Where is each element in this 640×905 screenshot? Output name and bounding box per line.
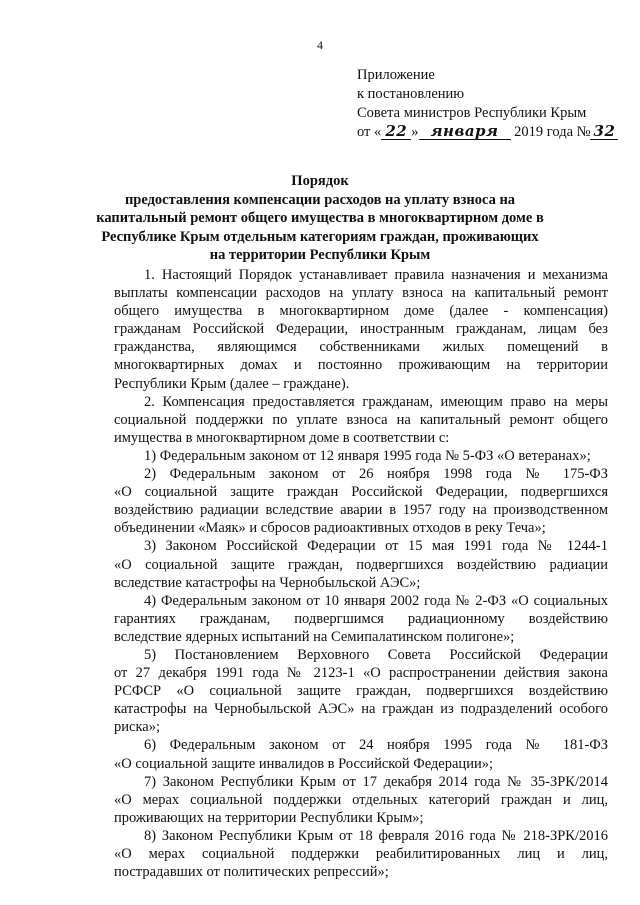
body-line: воздействию радиации вследствие аварии в 1957 году на производственном xyxy=(114,502,608,519)
handwritten-day: 22 xyxy=(381,123,411,140)
body-line: «О мерах социальной поддержки отдельных категорий граждан и лиц, xyxy=(114,791,608,808)
body-line: вследствие ядерных испытаний на Семипалатинском полигоне»; xyxy=(114,628,515,645)
title-line: на территории Республики Крым xyxy=(209,247,431,263)
body-line: 6) Федеральным законом от 24 ноября 1995 года № 181-ФЗ xyxy=(144,737,608,754)
body-line: 4) Федеральным законом от 10 января 2002 года № 2-ФЗ «О социальных xyxy=(144,592,608,609)
body-line: 5) Постановлением Верховного Совета Российской Федерации xyxy=(144,646,608,663)
body-line: 1. Настоящий Порядок устанавливает правила назначения и механизма xyxy=(144,267,608,283)
body-line: 7) Законом Республики Крым от 17 декабря 2014 года № 35-ЗРК/2014 xyxy=(144,773,608,790)
body-line: социальной поддержки по уплате взноса на капитальный ремонт общего xyxy=(114,411,608,428)
handwritten-number: 32 xyxy=(590,123,618,140)
title-line: предоставления компенсации расходов на уплату взноса на xyxy=(124,191,516,208)
body-line: «О мерах социальной поддержки реабилитированных лиц и лиц, xyxy=(114,846,608,862)
body-line: «О социальной защите граждан Российской Федерации, подвергшихся xyxy=(114,484,608,501)
title-line: Республике Крым отдельным категориям граждан, проживающих xyxy=(101,228,539,245)
body-line: гражданам Российской Федерации, иностранным гражданам, лицам без xyxy=(114,321,608,338)
appendix-line: к постановлению xyxy=(357,86,465,102)
appendix-block xyxy=(357,66,618,142)
body-line: Республики Крым (далее – граждане). xyxy=(114,375,350,392)
body-line: гражданства, являющимся собственниками жилых помещений в xyxy=(114,339,608,356)
body-line: РСФСР «О социальной защите граждан, подвергшихся воздействию xyxy=(114,683,608,700)
body-line: объединении «Маяк» и сбросов радиоактивных отходов в реку Теча»; xyxy=(114,520,546,537)
body-line: 1) Федеральным законом от 12 января 1995 года № 5-ФЗ «О ветеранах»; xyxy=(144,447,591,464)
body-line: многоквартирных домах и постоянно проживающим на территории xyxy=(114,357,608,374)
body-line: проживающих на территории Республики Крым»; xyxy=(114,809,424,826)
appendix-date-line: от « 22 » января 2019 года № 32 xyxy=(357,123,618,142)
body-line: имущества в многоквартирном доме в соответствии с: xyxy=(114,429,450,446)
body-line: от 27 декабря 1991 года № 2123-1 «О распространении действия закона xyxy=(114,665,608,682)
body-line: общего имущества в многоквартирном доме (далее - компенсация) xyxy=(114,303,608,320)
date-prefix: от « xyxy=(357,124,382,140)
document-title xyxy=(0,172,640,265)
body-line: катастрофы на Чернобыльской АЭС» на граждан из подразделений особого xyxy=(114,701,608,718)
title-line: капитальный ремонт общего имущества в многоквартирном доме в xyxy=(96,210,544,226)
appendix-line: Приложение xyxy=(357,67,435,83)
body-line: риска»; xyxy=(114,719,160,736)
body-line: вследствие катастрофы на Чернобыльской АЭС»; xyxy=(114,574,421,591)
body-line: 3) Законом Российской Федерации от 15 мая 1991 года № 1244-1 xyxy=(144,538,608,555)
date-year: 2019 года № xyxy=(514,124,591,140)
title-line: Порядок xyxy=(291,173,349,189)
document-body xyxy=(114,266,608,881)
body-line: гарантиях гражданам, подвергшимся радиационному воздействию xyxy=(114,610,608,627)
body-line: 2. Компенсация предоставляется гражданам, имеющим право на меры xyxy=(144,393,608,410)
page-number: 4 xyxy=(317,38,323,52)
handwritten-month: января xyxy=(419,123,511,140)
body-line: 2) Федеральным законом от 26 ноября 1998 года № 175-ФЗ xyxy=(144,466,608,483)
body-line: «О социальной защите инвалидов в Российской Федерации»; xyxy=(114,755,493,772)
body-line: пострадавших от политических репрессий»; xyxy=(114,864,389,881)
body-line: «О социальной защите граждан, подвергшихся воздействию радиации xyxy=(114,556,608,573)
body-line: выплаты компенсации расходов на уплату взноса на капитальный ремонт xyxy=(114,285,608,302)
appendix-line: Совета министров Республики Крым xyxy=(357,105,587,121)
body-line: 8) Законом Республики Крым от 18 февраля 2016 года № 218-ЗРК/2016 xyxy=(144,827,608,844)
